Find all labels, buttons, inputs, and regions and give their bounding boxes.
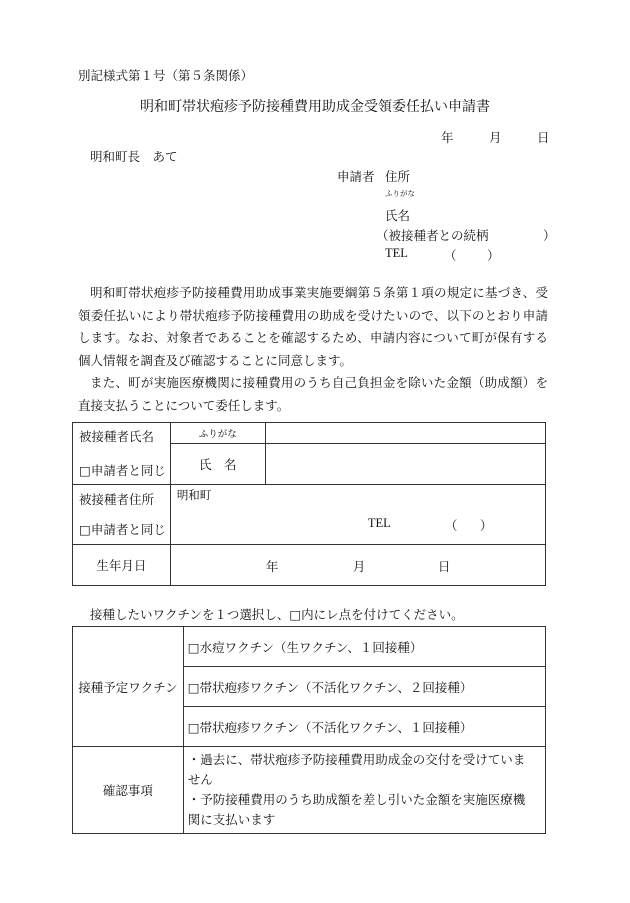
recipient-tel-label: TEL	[367, 516, 391, 530]
vaccine-option-1-checkbox[interactable]	[188, 640, 200, 655]
recipient-address-field[interactable]	[170, 485, 545, 545]
applicant-relation-close: ）	[543, 228, 556, 243]
body-text	[78, 282, 548, 417]
dob-day-label: 日	[437, 559, 451, 574]
confirm-items	[183, 747, 545, 834]
applicant-tel-label: TEL	[385, 246, 408, 260]
applicant-relation-label: （被接種者との続柄	[376, 228, 489, 243]
recipient-tel-close: ）	[479, 518, 493, 533]
recipient-name-field[interactable]	[265, 444, 545, 485]
recipient-furigana-label: ふりがな	[170, 423, 265, 444]
recipient-address-label: 被接種者住所	[79, 491, 155, 507]
recipient-dob-field[interactable]	[170, 545, 545, 586]
applicant-name-label: 氏名	[385, 208, 411, 223]
form-number: 別記様式第１号（第５条関係）	[78, 68, 254, 83]
vaccine-option-1[interactable]: □ 水痘ワクチン（生ワクチン、１回接種）	[183, 627, 545, 667]
body-paragraph-2: また、町が実施医療機関に接種費用のうち自己負担金を除いた金額（助成額）を直接支払うことについて委任します。	[78, 375, 548, 413]
applicant-label: 申請者	[337, 169, 375, 184]
date-year-label: 年	[441, 130, 454, 145]
page-title: 明和町帯状疱疹予防接種費用助成金受領委任払い申請書	[140, 99, 490, 115]
recipient-name-field-label: 氏 名	[170, 444, 265, 485]
dob-year-label: 年	[265, 559, 279, 574]
recipient-name-same-checkbox[interactable]: □ 申請者と同じ	[79, 461, 170, 481]
recipient-tel-open: （	[444, 518, 458, 533]
recipient-furigana-field[interactable]	[265, 423, 545, 444]
vaccine-instruction: 接種したいワクチンを１つ選択し、□内にレ点を付けてください。	[90, 607, 464, 622]
confirm-item-1: ・過去に、帯状疱疹予防接種費用助成金の交付を受けていません	[187, 752, 526, 787]
recipient-address-cell	[73, 485, 171, 545]
applicant-furigana-label: ふりがな	[385, 189, 415, 198]
vaccine-option-2-checkbox[interactable]	[188, 680, 200, 695]
vaccine-option-3[interactable]: □ 帯状疱疹ワクチン（不活化ワクチン、１回接種）	[183, 707, 545, 747]
recipient-address-same-checkbox[interactable]: □ 申請者と同じ	[79, 520, 170, 540]
vaccine-label: 接種予定ワクチン	[73, 627, 184, 747]
recipient-town-label: 明和町	[176, 488, 212, 502]
confirm-label: 確認事項	[73, 747, 184, 834]
date-day-label: 日	[537, 130, 550, 145]
recipient-name-label: 被接種者氏名	[79, 428, 155, 444]
recipient-table	[72, 422, 546, 586]
applicant-tel-open: （	[444, 248, 457, 263]
applicant-tel-close: ）	[487, 248, 500, 263]
body-paragraph-1: 明和町帯状疱疹予防接種費用助成事業実施要綱第５条第１項の規定に基づき、受領委任払いにより帯状疱疹予防接種費用の助成を受けたいので、以下のとおり申請します。なお、対象者であることを確認するため、申請内容について町が保有する個人情報を調査及び確認することに同意します。	[78, 285, 548, 368]
dob-month-label: 月	[352, 559, 366, 574]
recipient-dob-label: 生年月日	[73, 545, 171, 586]
confirm-item-2: ・予防接種費用のうち助成額を差し引いた金額を実施医療機関に支払います	[187, 792, 526, 827]
applicant-address-label: 住所	[385, 169, 411, 184]
vaccine-table	[72, 626, 546, 834]
vaccine-option-2[interactable]: □ 帯状疱疹ワクチン（不活化ワクチン、２回接種）	[183, 667, 545, 707]
vaccine-option-3-checkbox[interactable]	[188, 720, 200, 735]
addressee: 明和町長 あて	[90, 149, 178, 164]
recipient-name-cell	[73, 423, 171, 485]
date-month-label: 月	[489, 130, 502, 145]
